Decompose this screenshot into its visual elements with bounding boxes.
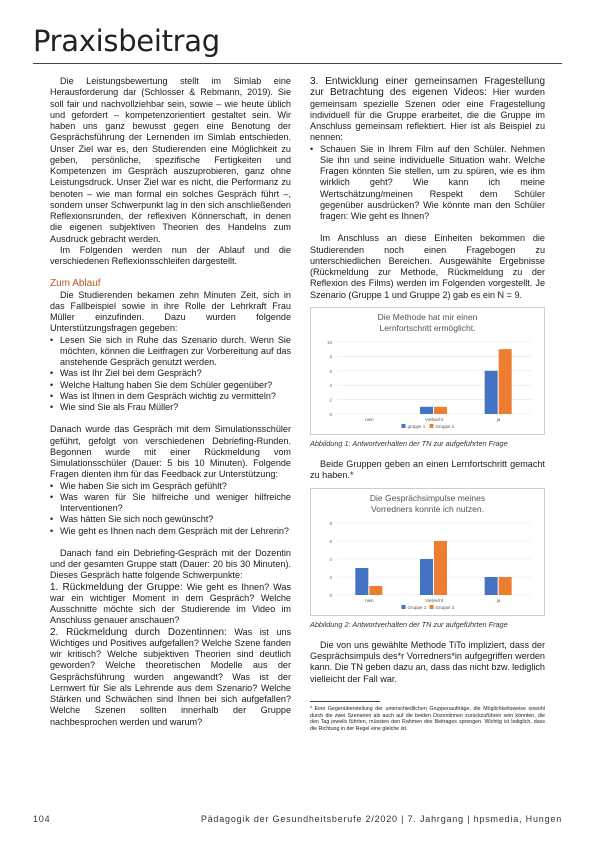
- list-item: • Was ist Ihr Ziel bei dem Gespräch?: [50, 368, 291, 379]
- paragraph: Im Folgenden werden nun der Ablauf und die verschiedenen Reflexionsschleifen dargestellt.: [50, 244, 291, 266]
- bar: [369, 586, 382, 595]
- paragraph: Die von uns gewählte Methode TiTo impliziert, dass der Gesprächsimpuls des*r Vorredners*in aufgegriffen werden kann. Die TN geben dazu an, dass das nicht bzw. lediglich vielleicht der Fall war.: [310, 639, 545, 684]
- numbered-heading: 1. Rückmeldung der Gruppe:: [50, 581, 183, 593]
- paragraph: Im Anschluss an diese Einheiten bekommen die Studierenden noch einen Fragebogen zu unterschiedlichen Bereichen. Ausgewählte Ergebnisse (Rückmeldung zur Methode, Rückmeldung zu der Reflexion des Films) werden im Folgenden vorgestellt. Je Szenario (Gruppe 1 und Gruppe 2) gab es ein N = 9.: [310, 233, 545, 300]
- subheading-ablauf: Zum Ablauf: [50, 278, 101, 290]
- numbered-text: Was ist uns Wichtiges und Positives aufgefallen? Welche Szene fanden wir kritisch? Welche subjektiven Theorien sind deutlich geworden? Welche theoretischen Modelle aus der Gesprächsführung wurden angewandt? Was ist der Lernwert für Sie als Lehrende aus dem Szenario? Welche Stärken und Schwächen sind Ihnen bei sich aufgefallen? Welche Szenen sollten innerhalb der Gruppe nachbesprochen werden und warum?: [50, 626, 292, 727]
- right-column: [310, 76, 545, 733]
- bar: [434, 407, 447, 414]
- bar: [499, 577, 512, 595]
- example-list: [310, 144, 545, 223]
- chart-1-svg: [311, 308, 544, 434]
- x-tick-label: nein: [365, 597, 374, 603]
- paragraph: Danach fand ein Debriefing-Gespräch mit der Dozentin und der gesamten Gruppe statt (Dauer: 20 bis 30 Minuten). Dieses Gespräch hatte folgende Schwerpunkte:: [50, 547, 291, 581]
- numbered-heading: 3. Entwicklung einer gemeinsamen Fragestellung zur Betrachtung des eigenen Videos:: [310, 76, 545, 99]
- chart-title: Die Methode hat mir einen: [377, 311, 478, 322]
- list-item: • Was ist Ihnen in dem Gespräch wichtig zu vermitteln?: [50, 391, 291, 402]
- legend-swatch: [430, 605, 434, 609]
- bar: [420, 407, 433, 414]
- paragraph: Die Studierenden bekamen zehn Minuten Zeit, sich in das Fallbeispiel sowie in ihre Rolle der Lehrkraft Frau Müller einzufinden. Dazu wurden folgende Unterstützungsfragen gegeben:: [50, 289, 291, 334]
- question-list: [50, 335, 291, 414]
- chart-2-svg: [311, 489, 544, 615]
- y-tick-label: 2: [329, 574, 332, 580]
- footnote: * Eine Gegenüberstellung der unterschiedlichen Gruppenaufträge, die Möglichkeitsweise sowohl durch die zwei Szenarien als auch auf die beiden Dozentinnen zurückzuführen sein könnten, die den Tag jeweils führten, müssten den Rahmen des Beitrages sprengen. Wichtig ist lediglich, dass die Richtung in der Regel eine gleiche ist.: [310, 705, 545, 733]
- list-item: • Was waren für Sie hilfreiche und weniger hilfreiche Interventionen?: [50, 492, 291, 515]
- list-item: • Was hätten Sie sich noch gewünscht?: [50, 514, 291, 525]
- bar: [355, 568, 368, 595]
- section-title: Praxisbeitrag: [33, 24, 220, 58]
- bar: [485, 577, 498, 595]
- y-tick-label: 2: [329, 397, 332, 403]
- page-number: 104: [33, 814, 51, 824]
- list-item: • Wie haben Sie sich im Gespräch gefühlt?: [50, 481, 291, 492]
- y-tick-label: 10: [326, 339, 332, 345]
- legend-swatch: [402, 605, 406, 609]
- list-item: • Schauen Sie in Ihrem Film auf den Schüler. Nehmen Sie ihn und seine individuelle Situation wahr. Welche Fragen könnten Sie stellen, um zu spüren, wie es ihm wirklich geht? Wie kann ich meine Wertschätzung/meinen Respekt dem Schüler gegenüber ausdrücken? Wie könnte man den Schüler fragen: Wie geht es Ihnen?: [310, 144, 545, 223]
- bar: [485, 371, 498, 414]
- x-tick-label: ja: [496, 597, 501, 603]
- legend-label: Gruppe 2: [435, 604, 455, 610]
- chart-title: Lernfortschritt ermöglicht.: [379, 322, 476, 333]
- footnote-divider: [310, 701, 380, 702]
- y-tick-label: 8: [329, 354, 332, 360]
- y-tick-label: 8: [329, 520, 332, 526]
- y-tick-label: 6: [329, 368, 332, 374]
- left-column: [50, 76, 291, 728]
- legend-label: Gruppe 2: [435, 423, 455, 429]
- chart-title: Vorredners konnte ich nutzen.: [371, 503, 484, 514]
- figure-caption: Abbildung 2: Antwortverhalten der TN zur aufgeführten Frage: [310, 619, 508, 629]
- chart-title: Die Gesprächsimpulse meines: [369, 492, 486, 503]
- bar: [499, 349, 512, 414]
- bar: [434, 541, 447, 595]
- y-tick-label: 4: [329, 556, 332, 562]
- paragraph: Beide Gruppen geben an einen Lernfortschritt gemacht zu haben.*: [310, 459, 545, 481]
- y-tick-label: 0: [329, 592, 332, 598]
- paragraph: Danach wurde das Gespräch mit dem Simulationsschüler geführt, gefolgt von verschiedenen Debriefing-Runden. Begonnen wurde mit einer Rückmeldung vom Simulationsschüler (Dauer: 5 bis 10 Minuten). Folgende Fragen dienten ihm für das Feedback zur Unterstützung:: [50, 424, 291, 480]
- numbered-point-2: [50, 627, 291, 728]
- bar: [420, 559, 433, 595]
- x-tick-label: Vielleicht: [425, 597, 443, 603]
- list-item: • Lesen Sie sich in Ruhe das Szenario durch. Wenn Sie möchten, können die Leitfragen zur Vorbereitung auf das anstehende Gespräch genutzt werden.: [50, 335, 291, 369]
- legend-swatch: [402, 424, 406, 428]
- chart-2: [310, 488, 545, 616]
- figure-caption: Abbildung 1: Antwortverhalten der TN zur aufgeführten Frage: [310, 438, 508, 448]
- feedback-question-list: [50, 481, 291, 537]
- numbered-point-1: [50, 582, 291, 627]
- list-item: • Welche Haltung haben Sie dem Schüler gegenüber?: [50, 380, 291, 391]
- numbered-point-3: [310, 76, 545, 144]
- y-tick-label: 4: [329, 382, 332, 388]
- list-item: • Wie geht es Ihnen nach dem Gespräch mit der Lehrerin?: [50, 526, 291, 537]
- legend-swatch: [430, 424, 434, 428]
- x-tick-label: nein: [365, 416, 374, 422]
- numbered-text: Hier wurden gemeinsam spezielle Szenen oder eine Fragestellung individuell für die Gruppe erarbeitet, die die Gruppe im Anschluss gemeinsam reflektiert. Hier ist als Beispiel zu nennen:: [310, 87, 545, 143]
- y-tick-label: 6: [329, 538, 332, 544]
- legend-label: gruppe 1: [407, 423, 426, 429]
- numbered-heading: 2. Rückmeldung durch Dozentinnen:: [50, 626, 227, 638]
- chart-1: [310, 307, 545, 435]
- numbered-text: Wie geht es Ihnen? Was war ein wichtiger Moment in dem Gespräch? Welche Ausschnitte möchte sich der Studierende im Video im Anschluss genauer anschauen?: [50, 581, 291, 626]
- list-item: • Wie sind Sie als Frau Müller?: [50, 402, 291, 413]
- journal-info: Pädagogik der Gesundheitsberufe 2/2020 | 7. Jahrgang | hpsmedia, Hungen: [200, 814, 562, 824]
- header-divider: [33, 63, 562, 64]
- legend-label: Gruppe 1: [407, 604, 427, 610]
- paragraph: Die Leistungsbewertung stellt im Simlab eine Herausforderung dar (Schlosser & Rebmann, 2019). Sie soll fair und nachvollziehbar sein, sowie – wie heute üblich und gefordert – kompetenzorientiert gestaltet sein. Wir haben uns ganz bewusst gegen eine Benotung der Gesprächsführung der Lernenden im Simlab entschieden. Unser Ziel war es, den Studierenden eine Möglichkeit zu geben, persönliche, spezifische Fertigkeiten und Kompetenzen im Gespräch auszuprobieren, ganz ohne Leistungsdruck. Unser Ziel war es nicht, die Performanz zu benoten – wie man formal ein solches Gespräch führt –, sondern unser Schwerpunkt lag in den sich anschließenden Reflexionsrunden, der reflexiven Könnerschaft, in denen die eigenen subjektiven Theorien des Handelns zum Ausdruck gebracht werden.: [50, 76, 291, 244]
- y-tick-label: 0: [329, 411, 332, 417]
- x-tick-label: Vielleicht: [425, 416, 443, 422]
- x-tick-label: ja: [496, 416, 501, 422]
